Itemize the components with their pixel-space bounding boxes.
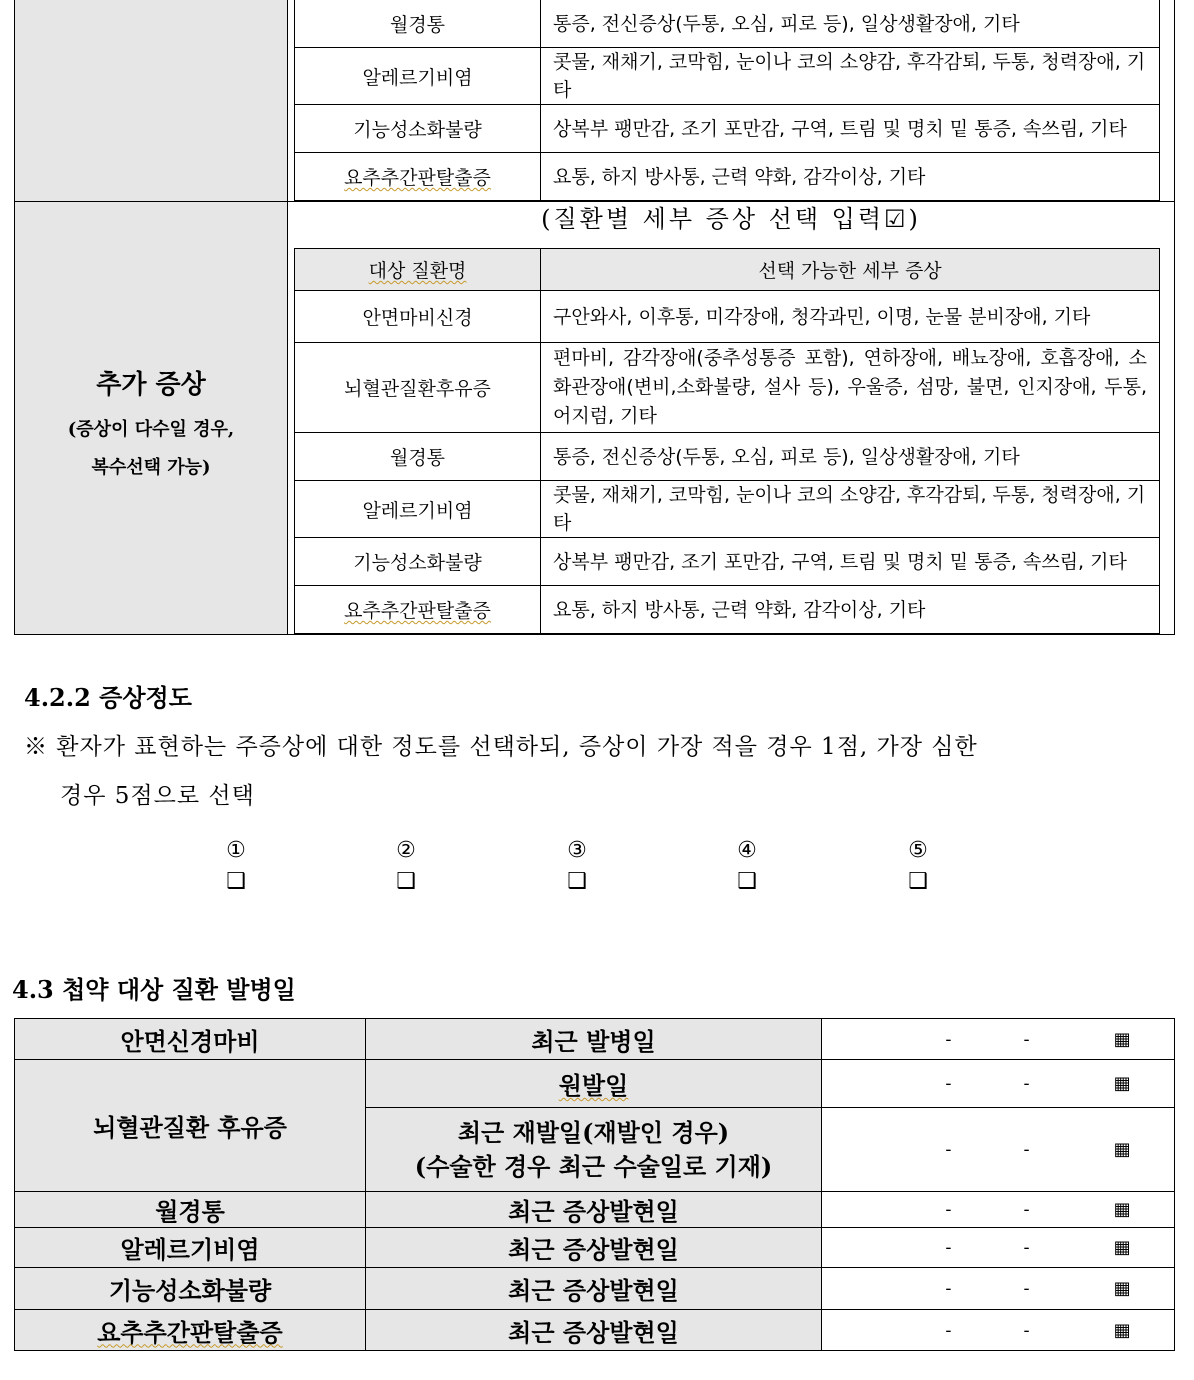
checkbox-icon[interactable]: ❑ <box>737 869 757 894</box>
disease-name: 뇌혈관질환후유증 <box>295 343 541 433</box>
onset-date-label: 최근 발병일 <box>366 1019 822 1060</box>
date-input[interactable] <box>822 1310 1175 1351</box>
option-number: ⑤ <box>908 838 928 863</box>
disease-name: 요추추간판탈출증 <box>295 586 541 634</box>
onset-date-label: 최근 증상발현일 <box>366 1192 822 1228</box>
disease-name: 알레르기비염 <box>295 481 541 538</box>
option-number: ③ <box>567 838 587 863</box>
disease-name: 기능성소화불량 <box>295 538 541 586</box>
disease-name: 기능성소화불량 <box>295 105 541 153</box>
onset-disease: 기능성소화불량 <box>15 1268 366 1310</box>
option-number: ④ <box>737 838 757 863</box>
calendar-icon[interactable]: ▦ <box>1113 1139 1131 1160</box>
severity-option-3[interactable] <box>557 838 597 900</box>
symptom-list[interactable]: 요통, 하지 방사통, 근력 약화, 감각이상, 기타 <box>541 586 1160 634</box>
checkbox-icon[interactable]: ❑ <box>226 869 246 894</box>
date-separator: - <box>1023 1139 1030 1160</box>
severity-option-5[interactable] <box>898 838 938 900</box>
date-input[interactable] <box>822 1228 1175 1268</box>
disease-name: 안면마비신경 <box>295 291 541 343</box>
additional-symptoms-title: 추가 증상 <box>96 369 206 400</box>
disease-name: 알레르기비염 <box>295 48 541 105</box>
date-separator: - <box>1023 1073 1030 1094</box>
selection-instruction: (질환별 세부 증상 선택 입력☑) <box>541 205 921 233</box>
continued-label-cell <box>15 0 288 202</box>
calendar-icon[interactable]: ▦ <box>1113 1073 1131 1094</box>
date-separator: - <box>1023 1237 1030 1258</box>
continued-inner-table <box>294 0 1160 201</box>
symptom-list[interactable]: 콧물, 재채기, 코막힘, 눈이나 코의 소양감, 후각감퇴, 두통, 청력장애, 기타 <box>541 48 1160 105</box>
header-disease: 대상 질환명 <box>295 249 541 291</box>
symptom-list[interactable]: 상복부 팽만감, 조기 포만감, 구역, 트림 및 명치 밑 통증, 속쓰림, 기타 <box>541 105 1160 153</box>
date-separator: - <box>1023 1028 1030 1050</box>
surgery-note: (수술한 경우 최근 수술일로 기재) <box>414 1151 773 1181</box>
additional-symptoms-note-1: (증상이 다수일 경우, <box>67 418 235 440</box>
date-input[interactable] <box>822 1019 1175 1060</box>
relapse-label: 최근 재발일(재발인 경우) <box>457 1117 730 1147</box>
onset-disease: 뇌혈관질환 후유증 <box>15 1060 366 1192</box>
additional-symptoms-cell <box>288 202 1175 635</box>
date-separator: - <box>1023 1199 1030 1220</box>
severity-option-2[interactable] <box>386 838 426 900</box>
date-separator: - <box>945 1319 952 1341</box>
additional-symptoms-label <box>15 202 288 635</box>
onset-heading: 4.3 첩약 대상 질환 발병일 <box>12 975 296 1004</box>
disease-name: 요추추간판탈출증 <box>295 153 541 201</box>
option-number: ② <box>396 838 416 863</box>
symptom-list[interactable]: 편마비, 감각장애(중추성통증 포함), 연하장애, 배뇨장애, 호흡장애, 소화관장애(변비,소화불량, 설사 등), 우울증, 섬망, 불면, 인지장애, 두통, 어지럼, 기타 <box>541 343 1160 433</box>
checkbox-icon[interactable]: ❑ <box>396 869 416 894</box>
date-separator: - <box>1023 1319 1030 1341</box>
onset-disease: 요추추간판탈출증 <box>15 1310 366 1351</box>
onset-date-label: 최근 증상발현일 <box>366 1228 822 1268</box>
date-separator: - <box>945 1237 952 1258</box>
onset-disease: 알레르기비염 <box>15 1228 366 1268</box>
date-input[interactable] <box>822 1192 1175 1228</box>
onset-date-label: 최근 증상발현일 <box>366 1268 822 1310</box>
date-separator: - <box>945 1028 952 1050</box>
symptom-list[interactable]: 통증, 전신증상(두통, 오심, 피로 등), 일상생활장애, 기타 <box>541 0 1160 48</box>
additional-inner-table <box>294 248 1160 634</box>
severity-option-1[interactable] <box>216 838 256 900</box>
onset-date-label: 원발일 <box>366 1060 822 1108</box>
onset-table <box>14 1018 1175 1351</box>
date-separator: - <box>945 1139 952 1160</box>
calendar-icon[interactable]: ▦ <box>1113 1028 1131 1050</box>
option-number: ① <box>226 838 246 863</box>
calendar-icon[interactable]: ▦ <box>1113 1278 1131 1299</box>
calendar-icon[interactable]: ▦ <box>1113 1199 1131 1220</box>
severity-note-line-2: 경우 5점으로 선택 <box>60 783 255 809</box>
header-symptoms: 선택 가능한 세부 증상 <box>541 249 1160 291</box>
symptom-list[interactable]: 상복부 팽만감, 조기 포만감, 구역, 트림 및 명치 밑 통증, 속쓰림, 기타 <box>541 538 1160 586</box>
disease-name: 월경통 <box>295 433 541 481</box>
symptom-list[interactable]: 통증, 전신증상(두통, 오심, 피로 등), 일상생활장애, 기타 <box>541 433 1160 481</box>
date-separator: - <box>945 1278 952 1299</box>
disease-name: 월경통 <box>295 0 541 48</box>
symptom-table-continued <box>14 0 1175 635</box>
symptom-list[interactable]: 요통, 하지 방사통, 근력 약화, 감각이상, 기타 <box>541 153 1160 201</box>
onset-date-label <box>366 1108 822 1192</box>
calendar-icon[interactable]: ▦ <box>1113 1319 1131 1341</box>
date-separator: - <box>945 1073 952 1094</box>
calendar-icon[interactable]: ▦ <box>1113 1237 1131 1258</box>
date-input[interactable] <box>822 1268 1175 1310</box>
checkbox-icon[interactable]: ❑ <box>908 869 928 894</box>
date-input[interactable] <box>822 1108 1175 1192</box>
symptom-list[interactable]: 콧물, 재채기, 코막힘, 눈이나 코의 소양감, 후각감퇴, 두통, 청력장애, 기타 <box>541 481 1160 538</box>
symptom-list[interactable]: 구안와사, 이후통, 미각장애, 청각과민, 이명, 눈물 분비장애, 기타 <box>541 291 1160 343</box>
date-input[interactable] <box>822 1060 1175 1108</box>
date-separator: - <box>945 1199 952 1220</box>
checkbox-icon[interactable]: ❑ <box>567 869 587 894</box>
severity-heading: 4.2.2 증상정도 <box>24 683 192 712</box>
severity-note-line-1: ※ 환자가 표현하는 주증상에 대한 정도를 선택하되, 증상이 가장 적을 경우 1점, 가장 심한 <box>24 734 978 760</box>
onset-date-label: 최근 증상발현일 <box>366 1310 822 1351</box>
onset-disease: 월경통 <box>15 1192 366 1228</box>
additional-symptoms-note-2: 복수선택 가능) <box>91 456 211 478</box>
onset-disease: 안면신경마비 <box>15 1019 366 1060</box>
date-separator: - <box>1023 1278 1030 1299</box>
severity-option-4[interactable] <box>727 838 767 900</box>
continued-symptom-cell <box>288 0 1175 202</box>
